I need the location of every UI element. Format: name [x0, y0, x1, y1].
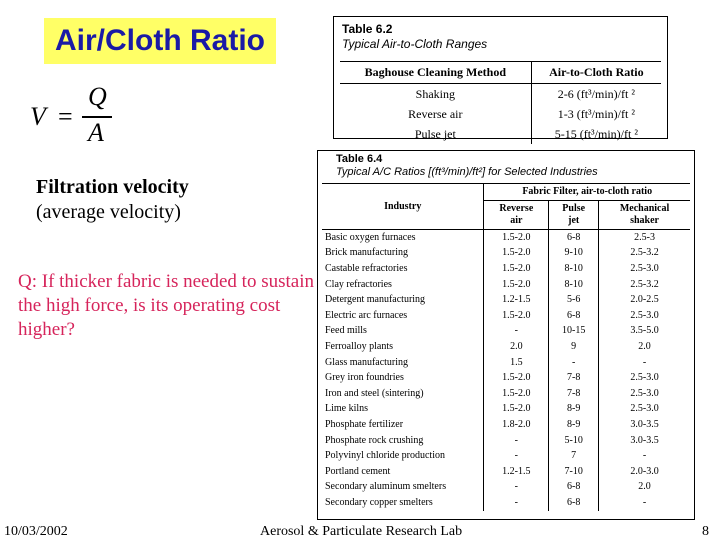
footer-date: 10/03/2002 — [4, 524, 68, 539]
t64-cell-reverse-air: 1.8-2.0 — [484, 417, 549, 433]
filtration-velocity-label: Filtration velocity — [36, 176, 189, 198]
t64-cell-pulse-jet: 9-10 — [549, 246, 599, 262]
table-row — [322, 277, 690, 293]
table-6-2-number: Table 6.2 — [342, 22, 393, 36]
t64-cell-reverse-air: 1.5-2.0 — [484, 402, 549, 418]
t62-cell-ratio: 1-3 (ft³/min)/ft ² — [531, 104, 661, 124]
equation-lhs: V — [30, 102, 46, 131]
t64-cell-reverse-air: 1.5-2.0 — [484, 277, 549, 293]
title-box — [44, 18, 276, 64]
table-row — [322, 339, 690, 355]
t64-cell-mechanical-shaker: 2.5-3.0 — [599, 386, 690, 402]
t64-cell-industry: Polyvinyl chloride production — [325, 450, 445, 462]
filtration-velocity-sub: (average velocity) — [36, 201, 181, 223]
table-row — [322, 246, 690, 262]
equation-equals: = — [58, 102, 73, 131]
t62-header-method: Baghouse Cleaning Method — [340, 62, 531, 84]
t64-cell-reverse-air: - — [484, 324, 549, 340]
table-row — [340, 84, 661, 105]
t64-cell-pulse-jet: 8-9 — [549, 417, 599, 433]
t64-cell-mechanical-shaker: 2.0-2.5 — [599, 292, 690, 308]
table-6-2-grid — [340, 61, 661, 144]
t64-cell-industry: Brick manufacturing — [325, 247, 409, 259]
t64-cell-reverse-air: - — [484, 495, 549, 511]
table-6-2 — [333, 16, 668, 139]
t64-cell-industry: Grey iron foundries — [325, 372, 404, 384]
t64-cell-mechanical-shaker: 3.0-3.5 — [599, 433, 690, 449]
t64-cell-reverse-air: 1.5-2.0 — [484, 261, 549, 277]
t64-cell-mechanical-shaker: 2.5-3.0 — [599, 402, 690, 418]
t64-cell-mechanical-shaker: 3.0-3.5 — [599, 417, 690, 433]
table-row — [340, 104, 661, 124]
table-6-4-number: Table 6.4 — [336, 153, 383, 165]
t64-cell-reverse-air: 1.5-2.0 — [484, 308, 549, 324]
t62-header-ratio: Air-to-Cloth Ratio — [531, 62, 661, 84]
t64-cell-pulse-jet: 5-6 — [549, 292, 599, 308]
t64-header-group: Fabric Filter, air-to-cloth ratio — [484, 184, 690, 201]
t64-cell-pulse-jet: 6-8 — [549, 308, 599, 324]
t64-cell-mechanical-shaker: - — [599, 448, 690, 464]
footer-lab: Aerosol & Particulate Research Lab — [260, 524, 463, 539]
t64-cell-pulse-jet: 9 — [549, 339, 599, 355]
table-row — [322, 402, 690, 418]
table-row — [322, 464, 690, 480]
table-row — [340, 124, 661, 144]
t64-cell-mechanical-shaker: 3.5-5.0 — [599, 324, 690, 340]
t64-cell-pulse-jet: 7-8 — [549, 370, 599, 386]
slide-title: Air/Cloth Ratio — [55, 24, 265, 57]
t64-cell-pulse-jet: 7 — [549, 448, 599, 464]
t64-cell-reverse-air: 1.5 — [484, 355, 549, 371]
table-row — [322, 448, 690, 464]
t64-cell-pulse-jet: 8-10 — [549, 277, 599, 293]
table-6-4-grid — [322, 183, 690, 511]
t64-cell-industry: Iron and steel (sintering) — [325, 387, 424, 399]
t64-cell-mechanical-shaker: 2.5-3.2 — [599, 246, 690, 262]
t64-cell-pulse-jet: 7-10 — [549, 464, 599, 480]
t64-cell-industry: Clay refractories — [325, 278, 392, 290]
question-text: Q: If thicker fabric is needed to sustain the high force, is its operating cost higher? — [18, 271, 314, 340]
t64-cell-industry: Basic oxygen furnaces — [325, 231, 416, 243]
t64-cell-industry: Electric arc furnaces — [325, 309, 408, 321]
velocity-equation — [30, 82, 150, 152]
t64-cell-mechanical-shaker: - — [599, 355, 690, 371]
t64-cell-pulse-jet: 7-8 — [549, 386, 599, 402]
table-row — [322, 230, 690, 246]
table-row — [322, 480, 690, 496]
table-6-2-title: Typical Air-to-Cloth Ranges — [342, 37, 488, 51]
t64-cell-pulse-jet: 6-8 — [549, 480, 599, 496]
table-row — [322, 308, 690, 324]
t62-cell-method: Shaking — [415, 86, 455, 101]
table-row — [322, 261, 690, 277]
t64-cell-pulse-jet: 10-15 — [549, 324, 599, 340]
t64-cell-reverse-air: - — [484, 433, 549, 449]
t64-cell-industry: Secondary copper smelters — [325, 496, 433, 508]
t64-cell-reverse-air: 1.5-2.0 — [484, 370, 549, 386]
t64-cell-reverse-air: 1.2-1.5 — [484, 464, 549, 480]
t64-subheader-mechanical-shaker: Mechanical shaker — [599, 201, 690, 230]
t64-cell-pulse-jet: - — [549, 355, 599, 371]
t64-cell-mechanical-shaker: 2.5-3.0 — [599, 308, 690, 324]
t62-cell-ratio: 2-6 (ft³/min)/ft ² — [531, 84, 661, 105]
table-row — [322, 292, 690, 308]
footer-page-number: 8 — [702, 524, 709, 539]
t64-cell-reverse-air: - — [484, 480, 549, 496]
t64-header-industry: Industry — [322, 184, 484, 230]
t64-cell-industry: Portland cement — [325, 465, 391, 477]
t64-cell-reverse-air: 1.5-2.0 — [484, 230, 549, 246]
t64-cell-mechanical-shaker: 2.5-3 — [599, 230, 690, 246]
table-row — [322, 355, 690, 371]
equation-denominator: A — [88, 118, 104, 147]
table-row — [322, 495, 690, 511]
t64-subheader-reverse-air: Reverse air — [484, 201, 549, 230]
t62-cell-method: Pulse jet — [414, 126, 456, 141]
t64-cell-industry: Phosphate rock crushing — [325, 434, 424, 446]
t64-cell-reverse-air: 1.5-2.0 — [484, 386, 549, 402]
t64-cell-industry: Detergent manufacturing — [325, 294, 426, 306]
table-row — [322, 324, 690, 340]
t64-cell-mechanical-shaker: - — [599, 495, 690, 511]
t64-subheader-pulse-jet: Pulse jet — [549, 201, 599, 230]
table-row — [322, 386, 690, 402]
t64-cell-industry: Ferroalloy plants — [325, 340, 394, 352]
table-6-4-title: Typical A/C Ratios [(ft³/min)/ft²] for Selected Industries — [336, 166, 598, 178]
table-6-4 — [317, 150, 695, 520]
t64-cell-industry: Feed mills — [325, 325, 367, 337]
t64-cell-reverse-air: 1.5-2.0 — [484, 246, 549, 262]
table-row — [322, 433, 690, 449]
t64-cell-mechanical-shaker: 2.5-3.0 — [599, 370, 690, 386]
t62-cell-method: Reverse air — [408, 106, 463, 121]
t64-cell-pulse-jet: 8-10 — [549, 261, 599, 277]
equation-numerator: Q — [88, 82, 107, 111]
t64-cell-reverse-air: 2.0 — [484, 339, 549, 355]
table-row — [322, 417, 690, 433]
t64-cell-reverse-air: 1.2-1.5 — [484, 292, 549, 308]
t64-cell-reverse-air: - — [484, 448, 549, 464]
t64-cell-industry: Secondary aluminum smelters — [325, 481, 447, 493]
t64-cell-pulse-jet: 6-8 — [549, 230, 599, 246]
t64-cell-industry: Castable refractories — [325, 262, 408, 274]
t64-cell-industry: Phosphate fertilizer — [325, 418, 404, 430]
table-row — [322, 370, 690, 386]
t64-cell-mechanical-shaker: 2.5-3.2 — [599, 277, 690, 293]
t64-cell-pulse-jet: 5-10 — [549, 433, 599, 449]
t64-cell-mechanical-shaker: 2.0 — [599, 339, 690, 355]
t64-cell-mechanical-shaker: 2.5-3.0 — [599, 261, 690, 277]
t64-cell-industry: Glass manufacturing — [325, 356, 409, 368]
t64-cell-pulse-jet: 8-9 — [549, 402, 599, 418]
t64-cell-mechanical-shaker: 2.0 — [599, 480, 690, 496]
t62-cell-ratio: 5-15 (ft³/min)/ft ² — [531, 124, 661, 144]
t64-cell-industry: Lime kilns — [325, 403, 369, 415]
t64-cell-pulse-jet: 6-8 — [549, 495, 599, 511]
t64-cell-mechanical-shaker: 2.0-3.0 — [599, 464, 690, 480]
